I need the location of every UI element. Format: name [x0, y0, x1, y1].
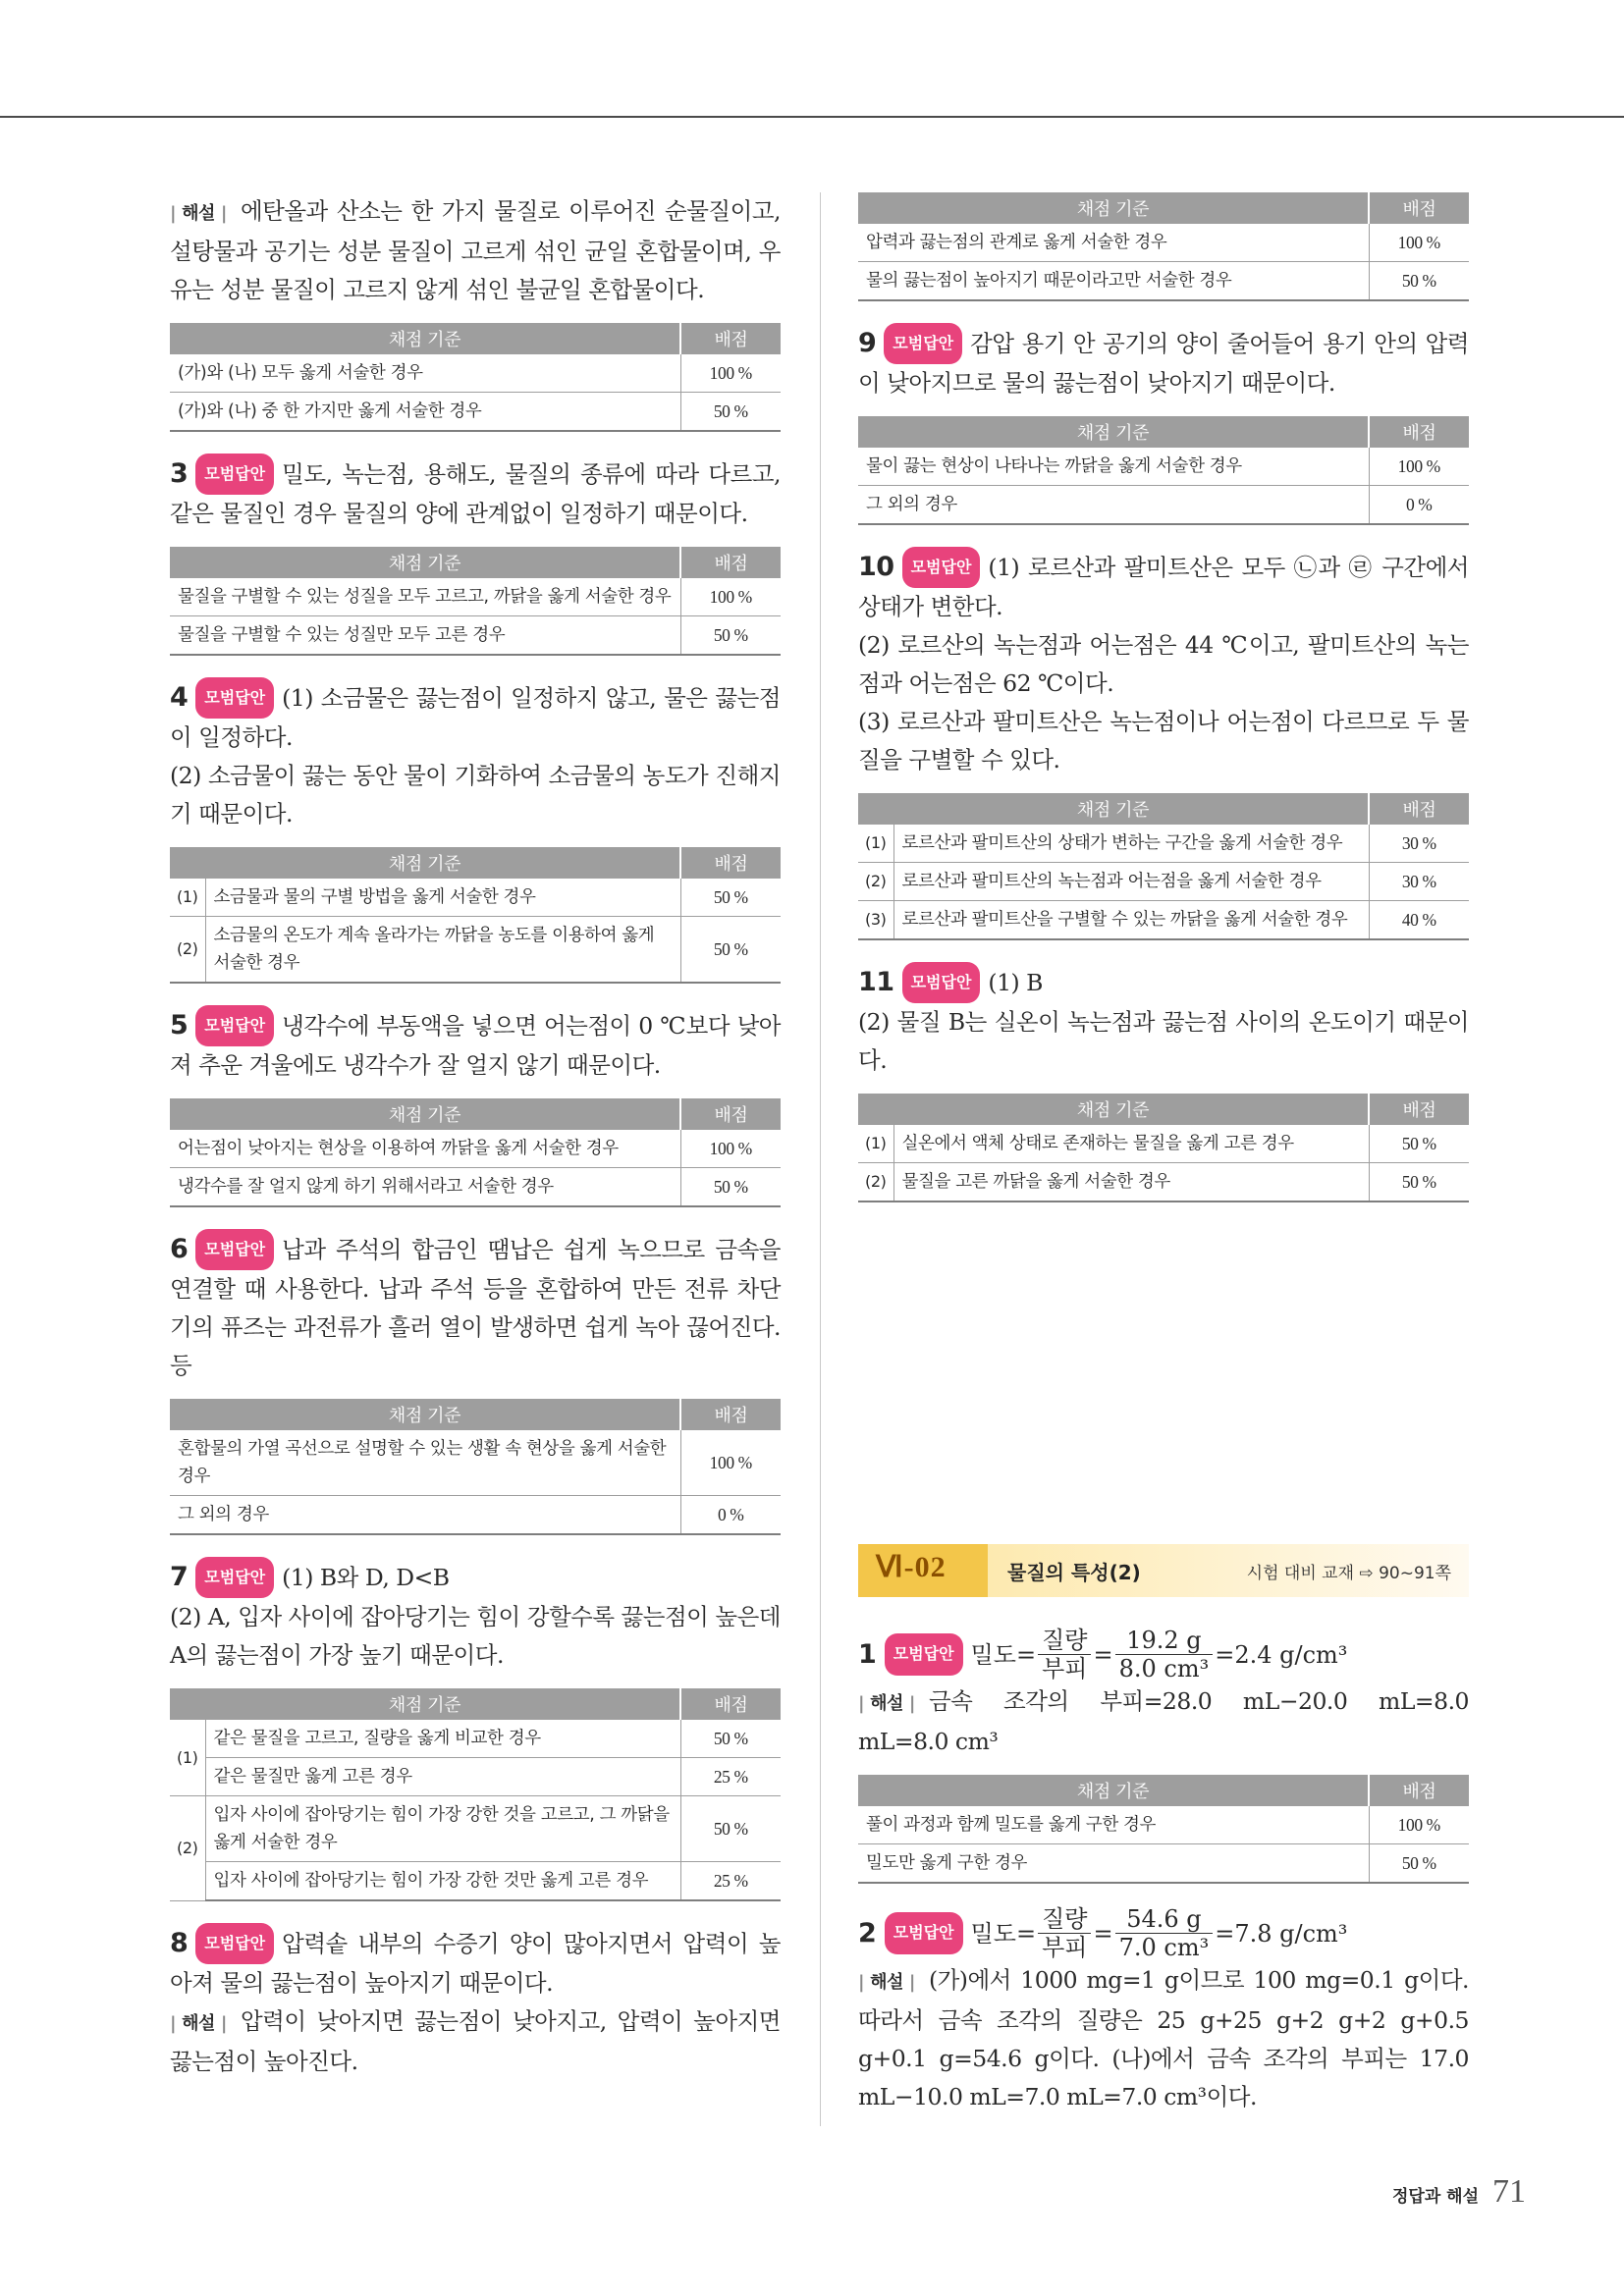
answer-5: 5 모범답안 냉각수에 부동액을 넣으면 어는점이 0 ℃보다 낮아져 추운 겨울에도 냉각수가 잘 얼지 않기 때문이다.	[170, 1005, 781, 1085]
table-row: 풀이 과정과 함께 밀도를 옳게 구한 경우 100 %	[858, 1806, 1469, 1844]
question-number: 6	[170, 1234, 189, 1264]
answer-10-part-2: (2) 로르산의 녹는점과 어는점은 44 ℃이고, 팔미트산의 녹는점과 어는점은 62 ℃이다.	[858, 631, 1469, 697]
question-number: 11	[858, 967, 894, 997]
table-row: 어는점이 낮아지는 현상을 이용하여 까닭을 옳게 서술한 경우 100 %	[170, 1130, 781, 1168]
explanation-text: 에탄올과 산소는 한 가지 물질로 이루어진 순물질이고, 설탕물과 공기는 성분 물질이 고르게 섞인 균일 혼합물이며, 우유는 성분 물질이 고르지 않게 섞인 불균일 혼합물이다.	[170, 197, 781, 303]
model-answer-badge: 모범답안	[195, 677, 274, 719]
question-number: 7	[170, 1562, 189, 1592]
unit-banner	[858, 1544, 1469, 1597]
model-answer-badge: 모범답안	[885, 1912, 963, 1954]
answer-8-explanation: | 해설 | 압력이 낮아지면 끓는점이 낮아지고, 압력이 높아지면 끓는점이 높아진다.	[170, 2007, 781, 2075]
unit-answer-1-explanation: | 해설 | 금속 조각의 부피=28.0 mL−20.0 mL=8.0 mL=8.0 cm³	[858, 1687, 1469, 1755]
grading-table-6: 채점 기준 배점 혼합물의 가열 곡선으로 설명할 수 있는 생활 속 현상을 옳게 서술한 경우 100 % 그 외의 경우 0 %	[170, 1399, 781, 1535]
answer-4-part-2: (2) 소금물이 끓는 동안 물이 기화하여 소금물의 농도가 진해지기 때문이다.	[170, 762, 781, 828]
header-rule	[0, 116, 1624, 118]
left-column	[170, 192, 781, 2081]
answer-4: 4 모범답안 (1) 소금물은 끓는점이 일정하지 않고, 물은 끓는점이 일정하다.	[170, 677, 781, 757]
table-row: (1) 로르산과 팔미트산의 상태가 변하는 구간을 옳게 서술한 경우 30 %	[858, 825, 1469, 863]
model-answer-badge: 모범답안	[902, 547, 981, 588]
explanation-label: 해설	[182, 2013, 215, 2034]
table-row: 냉각수를 잘 얼지 않게 하기 위해서라고 서술한 경우 50 %	[170, 1168, 781, 1207]
grading-table-11: 채점 기준 배점 (1) 실온에서 액체 상태로 존재하는 물질을 옳게 고른 경우 50 % (2) 물질을 고른 까닭을 옳게 서술한 경우 50 %	[858, 1094, 1469, 1202]
model-answer-badge: 모범답안	[195, 1557, 274, 1598]
unit-answer-2-explanation: | 해설 | (가)에서 1000 mg=1 g이므로 100 mg=0.1 g이다. 따라서 금속 조각의 질량은 25 g+25 g+2 g+2 g+0.5 g+0.1 g=54.6 g이다. (나)에서 금속 조각의 부피는 17.0 mL−10.0 mL=7.0 mL=7.0 cm³이다.	[858, 1966, 1469, 2110]
table-row: 물의 끓는점이 높아지기 때문이라고만 서술한 경우 50 %	[858, 262, 1469, 301]
grading-table-4: 채점 기준 배점 (1) 소금물과 물의 구별 방법을 옳게 서술한 경우 50 % (2) 소금물의 온도가 계속 올라가는 까닭을 농도를 이용하여 옳게 서술한 경우 50 %	[170, 847, 781, 984]
answer-3	[170, 454, 781, 533]
table-row: 그 외의 경우 0 %	[858, 486, 1469, 525]
table-row: (3) 로르산과 팔미트산을 구별할 수 있는 까닭을 옳게 서술한 경우 40 %	[858, 901, 1469, 940]
table-header-score: 배점	[680, 323, 781, 354]
value-fraction: $\frac{19.2 g}{\text{8.0 cm³}}$	[1115, 1627, 1214, 1682]
formula-fraction: $\frac{\text{질량}}{\text{부피}}$	[1038, 1905, 1091, 1961]
table-row: 입자 사이에 잡아당기는 힘이 가장 강한 것만 옳게 고른 경우 25 %	[170, 1862, 781, 1901]
model-answer-badge: 모범답안	[902, 962, 981, 1003]
answer-8: 8 모범답안 압력솥 내부의 수증기 양이 많아지면서 압력이 높아져 물의 끓는점이 높아지기 때문이다.	[170, 1923, 781, 2002]
table-row: 밀도만 옳게 구한 경우 50 %	[858, 1844, 1469, 1884]
question-number: 3	[170, 458, 189, 489]
table-row: 물이 끓는 현상이 나타나는 까닭을 옳게 서술한 경우 100 %	[858, 448, 1469, 486]
unit-reference: 시험 대비 교재 ⇨ 90~91쪽	[1246, 1563, 1451, 1583]
table-row: (1) 같은 물질을 고르고, 질량을 옳게 비교한 경우 50 %	[170, 1720, 781, 1758]
table-row: (가)와 (나) 모두 옳게 서술한 경우 100 %	[170, 354, 781, 393]
answer-2-explanation: | 해설 | 에탄올과 산소는 한 가지 물질로 이루어진 순물질이고, 설탕물과 공기는 성분 물질이 고르게 섞인 균일 혼합물이며, 우유는 성분 물질이 고르지 않게 섞인 불균일 혼합물이다.	[170, 197, 781, 303]
table-row: (2) 로르산과 팔미트산의 녹는점과 어는점을 옳게 서술한 경우 30 %	[858, 863, 1469, 901]
table-header-criteria: 채점 기준	[170, 323, 680, 354]
unit-code: Ⅵ-02	[858, 1544, 988, 1597]
table-row: 물질을 구별할 수 있는 성질을 모두 고르고, 까닭을 옳게 서술한 경우 100 %	[170, 578, 781, 616]
table-row: (2) 입자 사이에 잡아당기는 힘이 가장 강한 것을 고르고, 그 까닭을 옳게 서술한 경우 50 %	[170, 1796, 781, 1862]
grading-table-9: 채점 기준 배점 물이 끓는 현상이 나타나는 까닭을 옳게 서술한 경우 100 % 그 외의 경우 0 %	[858, 416, 1469, 525]
table-row: 압력과 끓는점의 관계로 옳게 서술한 경우 100 %	[858, 224, 1469, 262]
question-number: 1	[858, 1638, 877, 1670]
answer-11-part-2: (2) 물질 B는 실온이 녹는점과 끓는점 사이의 온도이기 때문이다.	[858, 1008, 1469, 1074]
answer-7: 7 모범답안 (1) B와 D, D<B	[170, 1557, 781, 1598]
page-number: 71	[1492, 2173, 1526, 2210]
grading-table-10: 채점 기준 배점 (1) 로르산과 팔미트산의 상태가 변하는 구간을 옳게 서술한 경우 30 % (2) 로르산과 팔미트산의 녹는점과 어는점을 옳게 서술한 경우 30 % (3) 로르산과 팔미트산을 구별할 수 있는 까닭을 옳게 서술한 경우 40 %	[858, 793, 1469, 940]
answer-9: 9 모범답안 감압 용기 안 공기의 양이 줄어들어 용기 안의 압력이 낮아지므로 물의 끓는점이 낮아지기 때문이다.	[858, 323, 1469, 402]
question-number: 4	[170, 682, 189, 713]
value-fraction: $\frac{54.6 g}{\text{7.0 cm³}}$	[1115, 1905, 1214, 1961]
question-number: 10	[858, 552, 894, 582]
grading-table-3: 채점 기준 배점 물질을 구별할 수 있는 성질을 모두 고르고, 까닭을 옳게 서술한 경우 100 % 물질을 구별할 수 있는 성질만 모두 고른 경우 50 %	[170, 547, 781, 656]
question-number: 2	[858, 1917, 877, 1949]
answer-text: 밀도, 녹는점, 용해도, 물질의 종류에 따라 다르고, 같은 물질인 경우 물질의 양에 관계없이 일정하기 때문이다.	[170, 460, 781, 527]
explanation-label: 해설	[870, 1693, 903, 1714]
question-number: 9	[858, 328, 877, 358]
right-column	[858, 192, 1469, 2116]
model-answer-badge: 모범답안	[195, 454, 274, 495]
footer-title: 정답과 해설	[1391, 2187, 1479, 2207]
formula-fraction: $\frac{\text{질량}}{\text{부피}}$	[1038, 1627, 1091, 1682]
model-answer-badge: 모범답안	[195, 1923, 274, 1964]
grading-table-8: 채점 기준 배점 압력과 끓는점의 관계로 옳게 서술한 경우 100 % 물의 끓는점이 높아지기 때문이라고만 서술한 경우 50 %	[858, 192, 1469, 301]
answer-10-part-3: (3) 로르산과 팔미트산은 녹는점이나 어는점이 다르므로 두 물질을 구별할 수 있다.	[858, 708, 1469, 774]
model-answer-badge: 모범답안	[884, 323, 962, 364]
table-row: (1) 소금물과 물의 구별 방법을 옳게 서술한 경우 50 %	[170, 879, 781, 917]
grading-table-unit-1: 채점 기준 배점 풀이 과정과 함께 밀도를 옳게 구한 경우 100 % 밀도만 옳게 구한 경우 50 %	[858, 1775, 1469, 1884]
table-row: 같은 물질만 옳게 고른 경우 25 %	[170, 1758, 781, 1796]
unit-title: 물질의 특성(2)	[1007, 1560, 1141, 1584]
grading-table-2	[170, 323, 781, 432]
table-row: 그 외의 경우 0 %	[170, 1496, 781, 1535]
model-answer-badge: 모범답안	[195, 1005, 274, 1046]
column-gap	[858, 1224, 1469, 1487]
unit-answer-1: 1 모범답안 밀도= $\frac{\text{질량}}{\text{부피}}$ = $\frac{19.2 g}{\text{8.0 cm³}}$ =2.4 g/cm³	[858, 1627, 1348, 1682]
answer-10: 10 모범답안 (1) 로르산과 팔미트산은 모두 ㉡과 ㉣ 구간에서 상태가 변한다.	[858, 547, 1469, 626]
grading-table-7: 채점 기준 배점 (1) 같은 물질을 고르고, 질량을 옳게 비교한 경우 50 % 같은 물질만 옳게 고른 경우 25 % (2) 입자 사이에 잡아당기는 힘이 가장 강한 것을 고르고, 그 까닭을 옳게 서술한 경우 50 % 입자 사이에 잡아당기는 힘이 가장 강한 것만 옳게 고른 경우 25 %	[170, 1688, 781, 1901]
table-row: (1) 실온에서 액체 상태로 존재하는 물질을 옳게 고른 경우 50 %	[858, 1125, 1469, 1163]
grading-table-5: 채점 기준 배점 어는점이 낮아지는 현상을 이용하여 까닭을 옳게 서술한 경우 100 % 냉각수를 잘 얼지 않게 하기 위해서라고 서술한 경우 50 %	[170, 1098, 781, 1207]
question-number: 5	[170, 1010, 189, 1041]
table-row: 물질을 구별할 수 있는 성질만 모두 고른 경우 50 %	[170, 616, 781, 656]
explanation-label: 해설	[182, 203, 215, 224]
column-divider	[820, 192, 821, 2126]
table-row: (2) 물질을 고른 까닭을 옳게 서술한 경우 50 %	[858, 1163, 1469, 1202]
explanation-label: 해설	[870, 1972, 903, 1993]
table-row: (2) 소금물의 온도가 계속 올라가는 까닭을 농도를 이용하여 옳게 서술한 경우 50 %	[170, 917, 781, 984]
question-number: 8	[170, 1928, 189, 1958]
model-answer-badge: 모범답안	[885, 1633, 963, 1676]
table-row: (가)와 (나) 중 한 가지만 옳게 서술한 경우 50 %	[170, 393, 781, 432]
page-footer	[1392, 2173, 1526, 2211]
answer-7-part-2: (2) A, 입자 사이에 잡아당기는 힘이 강할수록 끓는점이 높은데 A의 끓는점이 가장 높기 때문이다.	[170, 1603, 781, 1669]
model-answer-badge: 모범답안	[195, 1229, 274, 1270]
table-row: 혼합물의 가열 곡선으로 설명할 수 있는 생활 속 현상을 옳게 서술한 경우 100 %	[170, 1430, 781, 1496]
answer-6: 6 모범답안 납과 주석의 합금인 땜납은 쉽게 녹으므로 금속을 연결할 때 사용한다. 납과 주석 등을 혼합하여 만든 전류 차단기의 퓨즈는 과전류가 흘러 열이 발생하면 쉽게 녹아 끊어진다. 등	[170, 1229, 781, 1385]
unit-answer-2: 2 모범답안 밀도= $\frac{\text{질량}}{\text{부피}}$ = $\frac{54.6 g}{\text{7.0 cm³}}$ =7.8 g/cm³	[858, 1905, 1348, 1961]
answer-11: 11 모범답안 (1) B	[858, 962, 1469, 1003]
